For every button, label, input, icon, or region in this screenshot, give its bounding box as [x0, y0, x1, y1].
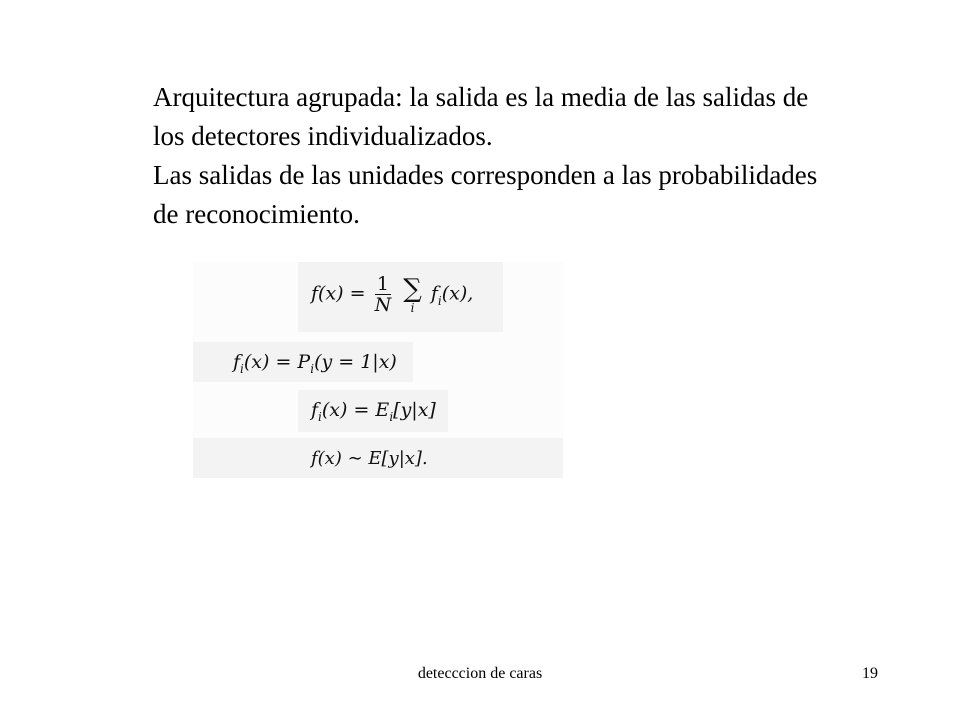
paragraph-outputs: Las salidas de las unidades corresponden a las probabilidades de reconocimiento. — [153, 160, 818, 229]
formula-probability — [233, 351, 397, 376]
formula-expectation-f: f — [311, 399, 319, 421]
formula-expectation-sub: i — [318, 410, 322, 424]
formula-image — [193, 262, 563, 478]
sum-index: i — [410, 300, 415, 315]
formula-expectation-mid: (x) = E — [321, 399, 390, 421]
formula-probability-mid: (x) = P — [243, 351, 311, 373]
formula-average — [311, 274, 473, 315]
formula-average-fi-sub: i — [437, 293, 442, 308]
formula-average-lhs: f(x) = — [311, 282, 372, 305]
formula-probability-sub2: i — [310, 362, 315, 376]
formula-approximation: f(x) ∼ E[y|x]. — [311, 448, 428, 469]
slide-body-text — [153, 78, 833, 234]
page-number: 19 — [862, 665, 878, 682]
sigma-glyph: ∑ — [403, 273, 422, 304]
formula-expectation — [311, 399, 436, 424]
footer-title: detecccion de caras — [417, 665, 543, 682]
formula-expectation-sub2: i — [389, 410, 394, 424]
summation-symbol — [403, 273, 422, 315]
fraction-one-over-n — [375, 274, 392, 315]
fraction-numerator: 1 — [375, 274, 392, 295]
formula-probability-sub: i — [240, 362, 244, 376]
formula-average-tail: (x), — [441, 282, 474, 305]
formula-probability-tail: (y = 1|x) — [314, 351, 397, 373]
formula-average-fi: f — [430, 282, 438, 305]
fraction-denominator: N — [374, 294, 392, 316]
formula-expectation-tail: [y|x] — [393, 399, 436, 421]
formula-probability-f: f — [233, 351, 241, 373]
paragraph-architecture: Arquitectura agrupada: la salida es la media de las salidas de los detectores individualizados. — [153, 82, 809, 151]
